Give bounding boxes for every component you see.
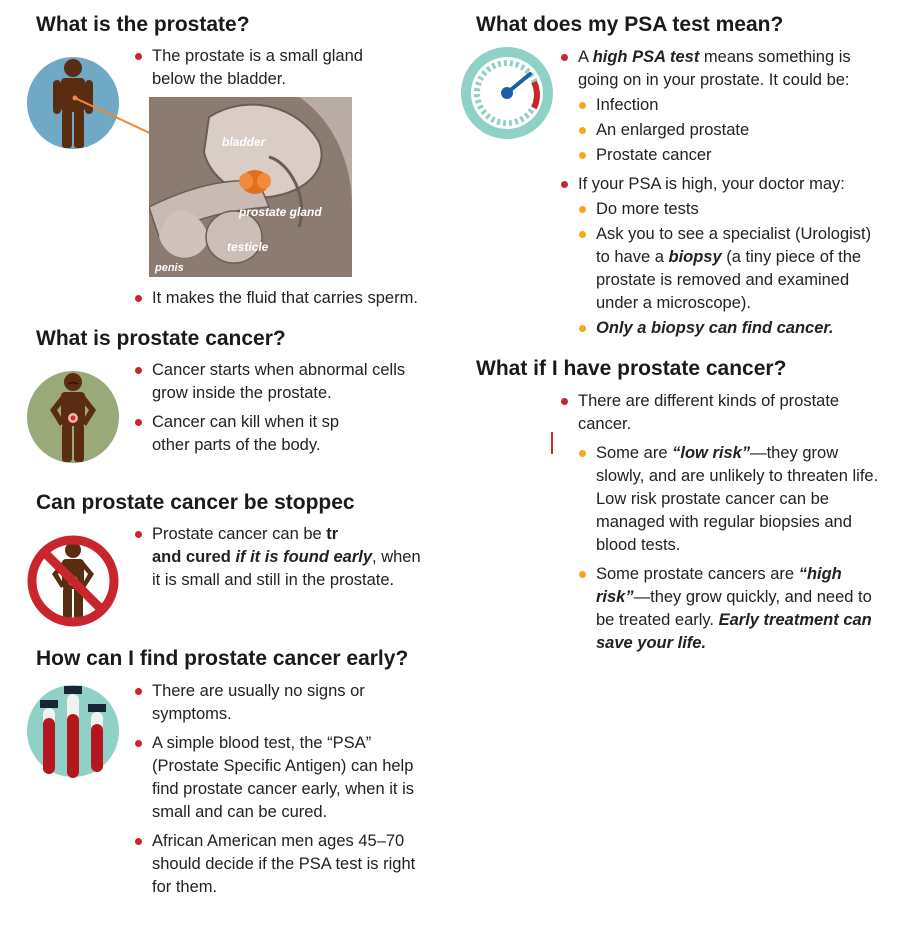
text: Low risk prostate cancer can be managed with regular biopsies and blood tests.: [596, 490, 852, 554]
list-item: Do more tests: [577, 198, 889, 221]
bullet-text-clipped: Cancer can kill when it sp: [152, 413, 340, 431]
list-item: There are different kinds of prostate cancer.: [559, 390, 868, 436]
heading-what-is-prostate-cancer: What is prostate cancer?: [36, 327, 286, 350]
gauge-icon: [460, 46, 554, 140]
psa-meaning-bullets: [559, 46, 889, 342]
list-item: Cancer starts when abnormal cells grow inside the prostate.: [133, 359, 423, 405]
man-with-pain-icon: [26, 370, 120, 464]
label-bladder: bladder: [222, 135, 266, 149]
prostate-bullets-bottom: [133, 287, 453, 316]
text: means something is going on in your prostate. It could be:: [578, 48, 851, 89]
text-bold-italic: high PSA test: [592, 48, 700, 66]
text: Some are: [596, 444, 673, 462]
text: A: [578, 48, 593, 66]
heading-psa-test-meaning: What does my PSA test mean?: [476, 13, 784, 36]
text-bold: tr: [326, 525, 339, 543]
no-sign-man-icon: [26, 534, 120, 628]
text: Some prostate cancers are: [596, 565, 799, 583]
list-item: It makes the fluid that carries sperm.: [133, 287, 453, 310]
prostate-cancer-bullets: [133, 359, 423, 463]
have-cancer-bullets: [559, 390, 889, 657]
list-item: [577, 223, 888, 315]
list-item: Prostate cancer: [577, 144, 889, 167]
list-item: African American men ages 45–70 should decide if the PSA test is right for them.: [133, 830, 422, 899]
text-bold-italic: Early treatment can save your life.: [596, 611, 872, 652]
list-item: [577, 563, 888, 655]
stopped-bullets: [133, 523, 433, 598]
list-item: Infection: [577, 94, 889, 117]
list-item: [133, 411, 423, 457]
list-item: [133, 523, 433, 592]
text: (a tiny piece of the prostate is removed and examined under a microscope).: [596, 248, 862, 312]
label-testicle: testicle: [227, 240, 269, 254]
list-item: [577, 317, 889, 340]
text-bold-italic: “low risk”: [672, 444, 751, 462]
heading-if-i-have-cancer: What if I have prostate cancer?: [476, 357, 787, 380]
heading-what-is-prostate: What is the prostate?: [36, 13, 250, 36]
heading-find-early: How can I find prostate cancer early?: [36, 647, 409, 670]
text-bold-italic: Only a biopsy can find cancer.: [596, 319, 834, 337]
prostate-bullets-top: [133, 45, 393, 97]
blood-test-tubes-icon: [26, 684, 120, 784]
list-item: There are usually no signs or symptoms.: [133, 680, 382, 726]
text: —they grow quickly, and need to be treated early.: [596, 588, 872, 629]
heading-can-be-stopped: Can prostate cancer be stoppec: [36, 491, 355, 514]
text-bold-italic: if it is found early: [235, 548, 373, 566]
find-early-bullets: [133, 680, 438, 905]
list-item: [577, 442, 888, 557]
text-bold: and cured: [152, 548, 236, 566]
prostate-anatomy-diagram: [149, 97, 352, 277]
list-item: A simple blood test, the “PSA” (Prostate Specific Antigen) can help find prostate cancer early, when it is small and can be cured.: [133, 732, 438, 824]
list-item: [559, 46, 889, 92]
bullet-text-continued: other parts of the body.: [152, 436, 321, 454]
label-prostate-gland: prostate gland: [239, 205, 322, 219]
list-item: The prostate is a small gland below the bladder.: [133, 45, 393, 91]
label-penis: penis: [155, 262, 184, 274]
text: —they grow slowly, and are unlikely to threaten life.: [596, 444, 879, 485]
cropped-mark: [551, 432, 553, 454]
list-item: If your PSA is high, your doctor may:: [559, 173, 889, 196]
text-bold-italic: biopsy: [668, 248, 722, 266]
text: , when it is small and still in the prostate.: [152, 548, 421, 589]
text: Ask you to see a specialist (Urologist) to have a: [596, 225, 872, 266]
list-item: An enlarged prostate: [577, 119, 889, 142]
text-bold-italic: “high risk”: [596, 565, 842, 606]
text: Prostate cancer can be: [152, 525, 327, 543]
